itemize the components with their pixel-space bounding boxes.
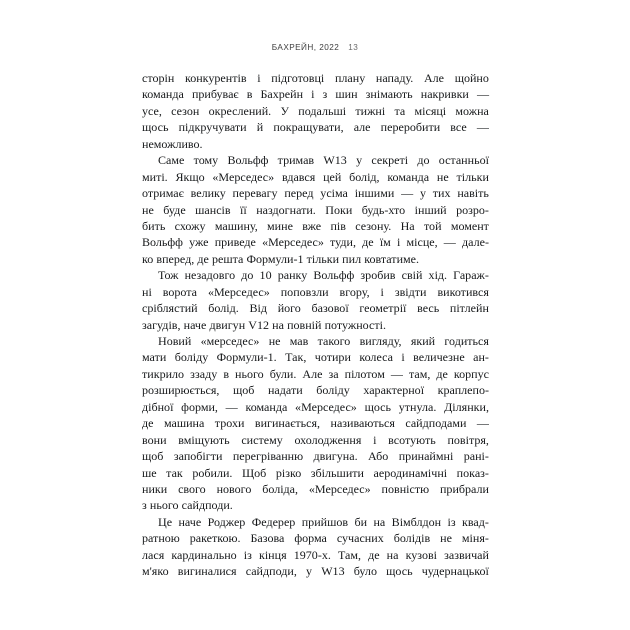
text-word: щойно [454, 71, 489, 85]
text-word: — [443, 235, 456, 250]
text-word: систему [241, 432, 283, 447]
text-word: болідів [393, 531, 431, 546]
text-word: у [419, 186, 426, 201]
text-word: неможливо. [142, 136, 203, 151]
text-word: сріблястий [142, 301, 198, 316]
text-word: краплепо- [437, 383, 489, 398]
text-word: щоб [142, 449, 164, 464]
text-word: момент [450, 218, 489, 233]
text-word: трохи [214, 416, 245, 431]
text-word: не [268, 334, 281, 348]
text-word: звідти [394, 284, 427, 299]
text-word: сезону. [355, 218, 392, 233]
text-word: все [450, 120, 467, 135]
text-word: зазвичай [444, 547, 489, 562]
text-word: де [362, 235, 374, 250]
text-word: Бахрейн [260, 87, 304, 102]
text-line [142, 103, 489, 119]
text-word: так [166, 465, 183, 480]
text-word: будь-хто [361, 202, 406, 217]
text-word: покращувати, [273, 120, 344, 135]
text-word: усе, [142, 103, 162, 118]
text-word: Вольфф [313, 268, 355, 283]
text-word: ракеткою. [189, 531, 241, 546]
text-word: дібної [142, 399, 174, 414]
text-line [142, 267, 489, 283]
text-word: Формули-1 [246, 251, 304, 266]
text-word: мати [142, 350, 167, 365]
text-word: Роджер [207, 514, 246, 529]
text-word: місце, [406, 235, 438, 250]
text-word: «мерседес» [200, 334, 260, 348]
text-word: з [322, 87, 328, 102]
text-word: тільки [306, 251, 340, 266]
text-word: — [476, 120, 489, 135]
text-line [142, 481, 489, 497]
text-word: наче [183, 317, 207, 332]
text-word: Федерер [251, 514, 296, 529]
text-word: форма [294, 531, 327, 546]
text-line [142, 251, 489, 267]
text-word: повній [287, 317, 322, 332]
text-word: — [390, 366, 403, 381]
text-word: повністю [381, 481, 430, 496]
text-word: не [436, 169, 449, 184]
text-word: незадовго [184, 268, 236, 283]
text-word: сучасних [336, 531, 384, 546]
text-word: Вольфф [142, 235, 183, 250]
text-word: вигинається, [254, 416, 321, 431]
text-word: чотири [314, 350, 351, 365]
text-word: вигиналися [177, 564, 237, 579]
text-word: шин [335, 87, 358, 102]
text-word: — [401, 186, 414, 201]
text-word: боліду [316, 383, 350, 398]
text-word: двигун [209, 317, 246, 332]
text-word: мав [289, 334, 309, 348]
text-word: Щоб [241, 465, 267, 480]
text-line [142, 333, 489, 349]
text-word: називаються [330, 416, 395, 431]
page-number: 13 [348, 43, 359, 52]
text-line [142, 448, 489, 464]
text-word: на [272, 317, 284, 332]
body-text-block [142, 70, 489, 580]
text-line [142, 300, 489, 316]
text-word: робили. [192, 465, 233, 480]
text-word: поповзли [280, 284, 329, 299]
text-word: тих [432, 186, 451, 201]
text-line [142, 86, 489, 102]
text-word: — [476, 87, 489, 102]
text-word: розро- [456, 202, 489, 217]
text-word: У [280, 103, 289, 118]
text-line [142, 415, 489, 431]
text-line [142, 317, 489, 333]
text-line [142, 530, 489, 546]
text-word: підкручувати [178, 120, 247, 135]
text-word: команда [245, 399, 288, 414]
text-word: такого [317, 334, 351, 348]
text-word: нападу. [375, 71, 414, 85]
text-line [142, 349, 489, 365]
text-word: різко [275, 465, 302, 480]
text-word: переробити [380, 120, 441, 135]
text-word: ники [142, 481, 168, 496]
text-line [142, 547, 489, 563]
text-word: їм [379, 235, 391, 250]
text-line [142, 119, 489, 135]
text-word: Гараж- [453, 268, 489, 283]
text-word: Поки [325, 202, 353, 217]
text-word: Базова [250, 531, 285, 546]
text-line [142, 432, 489, 448]
text-word: до [417, 153, 430, 168]
text-word: би [354, 514, 368, 529]
text-word: «Мерседес» [207, 284, 270, 299]
text-word: двигуна. [313, 449, 358, 464]
text-word: уже [189, 235, 209, 250]
text-line [142, 152, 489, 168]
text-word: і [311, 87, 315, 102]
text-word: і [401, 350, 405, 365]
text-word: тримав [277, 153, 315, 168]
text-word: кузові [405, 547, 438, 562]
text-word: подальші [298, 103, 347, 118]
text-word: болід. [208, 301, 239, 316]
text-word: команда [142, 87, 184, 102]
text-word: «Мерседес» [308, 481, 371, 496]
text-word: велику [190, 186, 226, 201]
text-word: сайдподами [405, 416, 467, 431]
text-word: решта [211, 251, 244, 266]
text-word: іншими [354, 186, 395, 201]
text-word: конкурентів [184, 71, 247, 85]
text-word: той [423, 218, 442, 233]
text-word: перегріванню [232, 449, 304, 464]
text-word: шансів [195, 202, 231, 217]
text-word: квад- [462, 514, 489, 529]
text-word: ранку [277, 268, 308, 283]
text-word: На [400, 218, 415, 233]
text-word: потужності. [324, 317, 386, 332]
text-word: м'яко [142, 564, 169, 579]
text-word: вгору, [339, 284, 370, 299]
text-line [142, 185, 489, 201]
text-word: ззаду [190, 366, 218, 381]
text-word: у [356, 153, 363, 168]
text-line [142, 465, 489, 481]
text-line [142, 563, 489, 579]
text-word: накривки [420, 87, 469, 102]
text-word: Вольфф [227, 153, 269, 168]
text-word: на [386, 547, 399, 562]
text-word: не [440, 531, 452, 546]
text-word: розширюється, [142, 383, 220, 398]
text-word: інший [414, 202, 447, 217]
text-word: сайдподи, [245, 564, 297, 579]
text-word: за [328, 366, 339, 381]
text-word: міня- [461, 531, 489, 546]
text-word: його [277, 301, 301, 316]
text-word: збільшити [310, 465, 364, 480]
text-word: характерної [363, 383, 425, 398]
text-word: 1970-х. [293, 547, 331, 562]
text-word: колеса [359, 350, 393, 365]
text-word: хід. [428, 268, 448, 283]
text-word: Або [368, 449, 389, 464]
text-word: пил [342, 251, 362, 266]
text-word: чудернацької [421, 564, 489, 579]
text-word: W13 [321, 564, 345, 579]
text-word: Вімблдон [391, 514, 442, 529]
text-word: але [353, 120, 371, 135]
text-word: щось [142, 120, 169, 135]
text-word: болід, [349, 169, 380, 184]
text-word: перевагу [232, 186, 278, 201]
text-word: й [256, 120, 264, 135]
text-word: пів [330, 218, 346, 233]
text-word: в [223, 366, 230, 381]
text-word: пітлейн [449, 301, 489, 316]
text-word: ан- [473, 350, 489, 365]
text-word: Ділянки, [444, 399, 489, 414]
text-word: W13 [323, 153, 347, 168]
text-line [142, 70, 489, 86]
text-word: ко [142, 251, 154, 266]
text-word: всотують [388, 432, 436, 447]
text-word: лася [142, 547, 165, 562]
text-word: вони [142, 432, 167, 447]
text-word: Там, [337, 547, 361, 562]
text-word: — [476, 416, 489, 431]
text-word: бить [142, 218, 166, 233]
text-word: прибрали [439, 481, 489, 496]
text-line [142, 366, 489, 382]
text-word: там, [408, 366, 431, 381]
text-word: тільки [456, 169, 489, 184]
text-word: плану [334, 71, 366, 85]
text-word: ворота [162, 284, 198, 299]
text-word: та [394, 103, 406, 118]
text-word: сайдподи. [181, 498, 233, 513]
text-word: вперед, [156, 251, 195, 266]
text-word: приведе [214, 235, 256, 250]
text-word: щось [386, 564, 413, 579]
text-word: вже [302, 218, 322, 233]
text-word: V12 [248, 317, 270, 332]
text-word: цей [323, 169, 342, 184]
text-word: останньої [438, 153, 489, 168]
text-word: окреслений. [208, 103, 272, 118]
running-header [0, 43, 630, 52]
text-word: із [447, 514, 456, 529]
text-word: загудів, [142, 317, 181, 332]
text-word: Але [302, 366, 323, 381]
text-word: «Мерседес» [295, 399, 357, 414]
text-word: де [142, 416, 154, 431]
text-word: машина [163, 416, 205, 431]
text-word: аеродинамічні [373, 465, 448, 480]
text-word: сезон [171, 103, 200, 118]
text-word: навіть [457, 186, 489, 201]
text-word: мине [267, 218, 293, 233]
text-word: сторін [142, 71, 175, 85]
text-word: тикрило [142, 366, 185, 381]
text-word: схожу [174, 218, 206, 233]
text-word: рані- [463, 449, 489, 464]
text-word: нового [216, 481, 252, 496]
text-word: кінця [258, 547, 287, 562]
text-word: ратною [142, 531, 180, 546]
text-word: і [380, 284, 384, 299]
text-word: Якщо [175, 169, 205, 184]
text-word: нього [235, 366, 264, 381]
text-word: свого [178, 481, 206, 496]
text-word: щось [364, 399, 392, 414]
text-line [142, 399, 489, 415]
text-word: ше [142, 465, 157, 480]
text-word: місяці [414, 103, 447, 118]
text-word: і [396, 235, 401, 250]
text-word: де [436, 366, 448, 381]
text-word: боліду [174, 350, 209, 365]
text-line [142, 234, 489, 250]
text-word: ковтатиме. [364, 251, 419, 266]
text-word: тому [193, 153, 219, 168]
text-line [142, 218, 489, 234]
text-word: тижні [355, 103, 386, 118]
text-word: секреті [371, 153, 409, 168]
text-word: — [225, 399, 238, 414]
text-word: знімають [365, 87, 413, 102]
text-word: машину, [214, 218, 258, 233]
text-word: було [353, 564, 377, 579]
text-word: принаймні [398, 449, 454, 464]
text-word: Формули-1. [216, 350, 277, 365]
text-word: Новий [158, 334, 192, 348]
text-word: щоб [232, 383, 255, 398]
running-header-title: БАХРЕЙН, 2022 [271, 43, 340, 52]
text-word: і [373, 432, 377, 447]
text-word: геометрії [359, 301, 407, 316]
text-line [142, 514, 489, 530]
text-line [142, 136, 489, 152]
text-word: свій [401, 268, 423, 283]
text-word: із [243, 547, 252, 562]
text-word: усіма [320, 186, 348, 201]
text-word: вигляду, [359, 334, 402, 348]
text-word: команда [387, 169, 430, 184]
text-word: надати [267, 383, 303, 398]
text-word: прийшов [301, 514, 349, 529]
text-word: «Мерседес» [262, 235, 324, 250]
text-word: годиться [444, 334, 489, 348]
text-word: запобігти [173, 449, 223, 464]
text-word: буде [163, 202, 186, 217]
text-word: кардинально [171, 547, 237, 562]
text-word: її [240, 202, 247, 217]
text-word: охолодження [294, 432, 362, 447]
text-word: показ- [456, 465, 489, 480]
text-word: в [246, 87, 253, 102]
text-word: підготовці [271, 71, 325, 85]
text-line [142, 202, 489, 218]
text-word: дале- [462, 235, 489, 250]
text-word: ні [142, 284, 152, 299]
text-word: до [241, 268, 254, 283]
text-word: не [142, 202, 154, 217]
text-word: Тож [158, 268, 179, 283]
text-word: у [306, 564, 313, 579]
text-word: зробив [360, 268, 396, 283]
text-word: отримає [142, 186, 184, 201]
text-word: перед [284, 186, 314, 201]
text-word: весь [417, 301, 440, 316]
text-word: утнула. [398, 399, 437, 414]
text-word: нього [149, 498, 179, 513]
text-word: Від [249, 301, 267, 316]
text-word: наче [178, 514, 202, 529]
text-line [142, 284, 489, 300]
text-word: боліда, [262, 481, 299, 496]
text-word: корпус [453, 366, 489, 381]
text-word: миті. [142, 169, 168, 184]
text-word: наздогнати. [256, 202, 316, 217]
text-word: форми, [181, 399, 218, 414]
text-word: Так, [285, 350, 307, 365]
text-word: можна [455, 103, 489, 118]
text-word: вміщують [178, 432, 230, 447]
text-word: «Мерседес» [212, 169, 275, 184]
text-word: туди, [330, 235, 356, 250]
text-word: і [257, 71, 261, 85]
text-word: 10 [259, 268, 272, 283]
text-word: прибуває [191, 87, 239, 102]
text-word: Саме [158, 153, 185, 168]
text-word: повітря, [447, 432, 489, 447]
text-word: де [197, 251, 209, 266]
text-word: вдався [281, 169, 316, 184]
text-word: Але [423, 71, 445, 85]
text-word: базової [311, 301, 349, 316]
text-word: з [142, 498, 147, 513]
text-word: який [410, 334, 436, 348]
text-word: були. [269, 366, 297, 381]
text-word: де [368, 547, 380, 562]
text-line [142, 169, 489, 185]
text-word: викотився [437, 284, 489, 299]
text-word: Це [158, 514, 173, 529]
text-line [142, 497, 489, 513]
text-word: величезне [413, 350, 465, 365]
text-word: на [373, 514, 386, 529]
text-word: пілотом [344, 366, 385, 381]
text-line [142, 382, 489, 398]
